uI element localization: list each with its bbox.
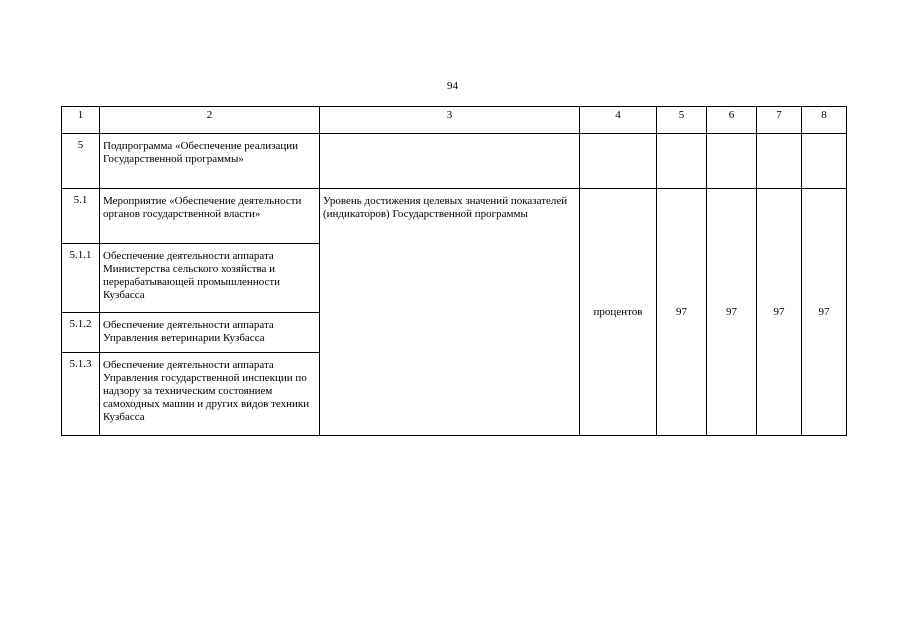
empty-cell [802, 134, 847, 189]
indicator-table [61, 106, 847, 436]
header-cell-5: 5 [657, 107, 707, 134]
header-cell-8: 8 [802, 107, 847, 134]
header-cell-4: 4 [580, 107, 657, 134]
row-number: 5.1 [62, 189, 100, 244]
empty-cell [657, 134, 707, 189]
value-col-8: 97 [802, 189, 847, 436]
row-number: 5 [62, 134, 100, 189]
header-cell-6: 6 [707, 107, 757, 134]
row-number: 5.1.3 [62, 353, 100, 436]
page-number: 94 [447, 80, 458, 92]
value-col-6: 97 [707, 189, 757, 436]
empty-cell [580, 134, 657, 189]
header-cell-1: 1 [62, 107, 100, 134]
empty-cell [320, 134, 580, 189]
empty-cell [757, 134, 802, 189]
row-name: Мероприятие «Обеспечение деятельности органов государственной власти» [100, 189, 320, 244]
header-cell-7: 7 [757, 107, 802, 134]
indicator-name: Уровень достижения целевых значений показателей (индикаторов) Государственной программы [320, 189, 580, 436]
value-col-7: 97 [757, 189, 802, 436]
value-col-5: 97 [657, 189, 707, 436]
row-name: Обеспечение деятельности аппарата Управления государственной инспекции по надзору за техническим состоянием самоходных машин и других видов техники Кузбасса [100, 353, 320, 436]
table-row [62, 189, 847, 244]
row-number: 5.1.2 [62, 313, 100, 353]
row-number: 5.1.1 [62, 244, 100, 313]
table-row [62, 134, 847, 189]
empty-cell [707, 134, 757, 189]
unit-cell: процентов [580, 189, 657, 436]
row-name: Обеспечение деятельности аппарата Министерства сельского хозяйства и перерабатывающей промышленности Кузбасса [100, 244, 320, 313]
header-row [62, 107, 847, 134]
header-cell-3: 3 [320, 107, 580, 134]
row-name: Подпрограмма «Обеспечение реализации Государственной программы» [100, 134, 320, 189]
row-name: Обеспечение деятельности аппарата Управления ветеринарии Кузбасса [100, 313, 320, 353]
header-cell-2: 2 [100, 107, 320, 134]
